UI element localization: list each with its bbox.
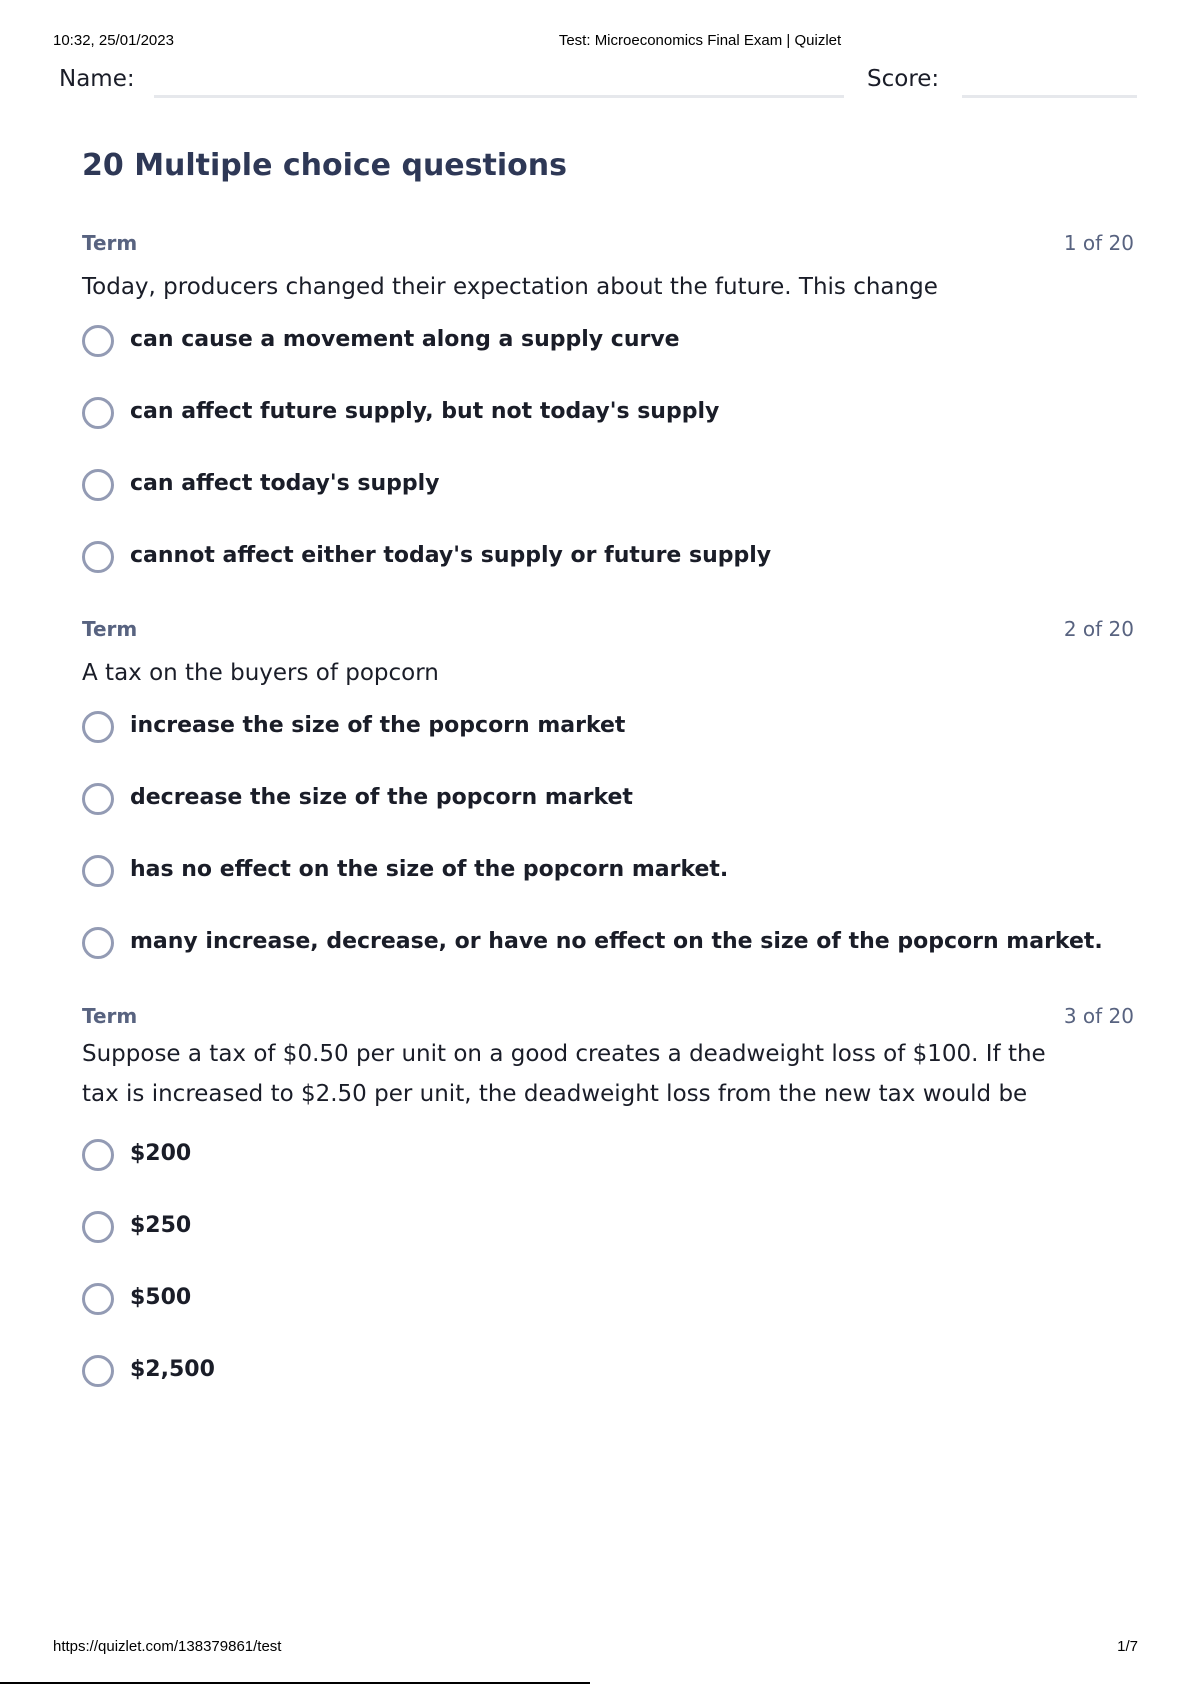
answer-option[interactable]	[82, 395, 1132, 435]
option-label: $250	[130, 1213, 192, 1238]
print-datetime: 10:32, 25/01/2023	[53, 32, 174, 49]
option-label: can cause a movement along a supply curve	[130, 327, 680, 352]
question-prompt: Today, producers changed their expectation about the future. This change	[82, 274, 938, 300]
radio-circle-icon[interactable]	[82, 1283, 114, 1315]
answer-option[interactable]	[82, 709, 1132, 749]
score-label: Score:	[867, 66, 940, 92]
answer-option[interactable]	[82, 467, 1132, 507]
answer-option[interactable]	[82, 1209, 1132, 1249]
answer-option[interactable]	[82, 1281, 1132, 1321]
question-counter: 1 of 20	[1063, 231, 1134, 255]
answer-option[interactable]	[82, 1137, 1132, 1177]
option-label: can affect today's supply	[130, 471, 440, 496]
radio-circle-icon[interactable]	[82, 469, 114, 501]
answer-option[interactable]	[82, 925, 1132, 965]
option-label: increase the size of the popcorn market	[130, 713, 626, 738]
print-page-number: 1/7	[1117, 1638, 1138, 1655]
option-label: $2,500	[130, 1357, 215, 1382]
radio-circle-icon[interactable]	[82, 783, 114, 815]
option-label: has no effect on the size of the popcorn market.	[130, 857, 729, 882]
option-label: $200	[130, 1141, 192, 1166]
score-field-line	[962, 95, 1137, 98]
radio-circle-icon[interactable]	[82, 855, 114, 887]
radio-circle-icon[interactable]	[82, 541, 114, 573]
option-label: cannot affect either today's supply or future supply	[130, 543, 772, 568]
option-label: can affect future supply, but not today's supply	[130, 399, 720, 424]
radio-circle-icon[interactable]	[82, 325, 114, 357]
answer-option[interactable]	[82, 1353, 1132, 1393]
answer-option[interactable]	[82, 781, 1132, 821]
option-label: $500	[130, 1285, 192, 1310]
option-label: many increase, decrease, or have no effect on the size of the popcorn market.	[130, 929, 1103, 954]
radio-circle-icon[interactable]	[82, 927, 114, 959]
radio-circle-icon[interactable]	[82, 1355, 114, 1387]
radio-circle-icon[interactable]	[82, 1139, 114, 1171]
radio-circle-icon[interactable]	[82, 711, 114, 743]
answer-option[interactable]	[82, 323, 1132, 363]
print-page-title: Test: Microeconomics Final Exam | Quizlet	[558, 32, 842, 49]
radio-circle-icon[interactable]	[82, 397, 114, 429]
answer-option[interactable]	[82, 539, 1132, 579]
option-label: decrease the size of the popcorn market	[130, 785, 633, 810]
term-label: Term	[82, 231, 138, 255]
name-label: Name:	[59, 66, 135, 92]
answer-option[interactable]	[82, 853, 1132, 893]
question-counter: 2 of 20	[1063, 617, 1134, 641]
term-label: Term	[82, 1004, 138, 1028]
print-url: https://quizlet.com/138379861/test	[53, 1638, 282, 1655]
term-label: Term	[82, 617, 138, 641]
question-prompt: A tax on the buyers of popcorn	[82, 660, 439, 686]
name-score-row	[59, 66, 1137, 100]
question-counter: 3 of 20	[1063, 1004, 1134, 1028]
name-field-line	[154, 95, 844, 98]
radio-circle-icon[interactable]	[82, 1211, 114, 1243]
section-title: 20 Multiple choice questions	[82, 148, 567, 183]
question-prompt: Suppose a tax of $0.50 per unit on a good creates a deadweight loss of $100. If the tax is increased to $2.50 per unit, the deadweight loss from the new tax would be	[82, 1041, 1046, 1107]
page-divider	[0, 1682, 590, 1684]
